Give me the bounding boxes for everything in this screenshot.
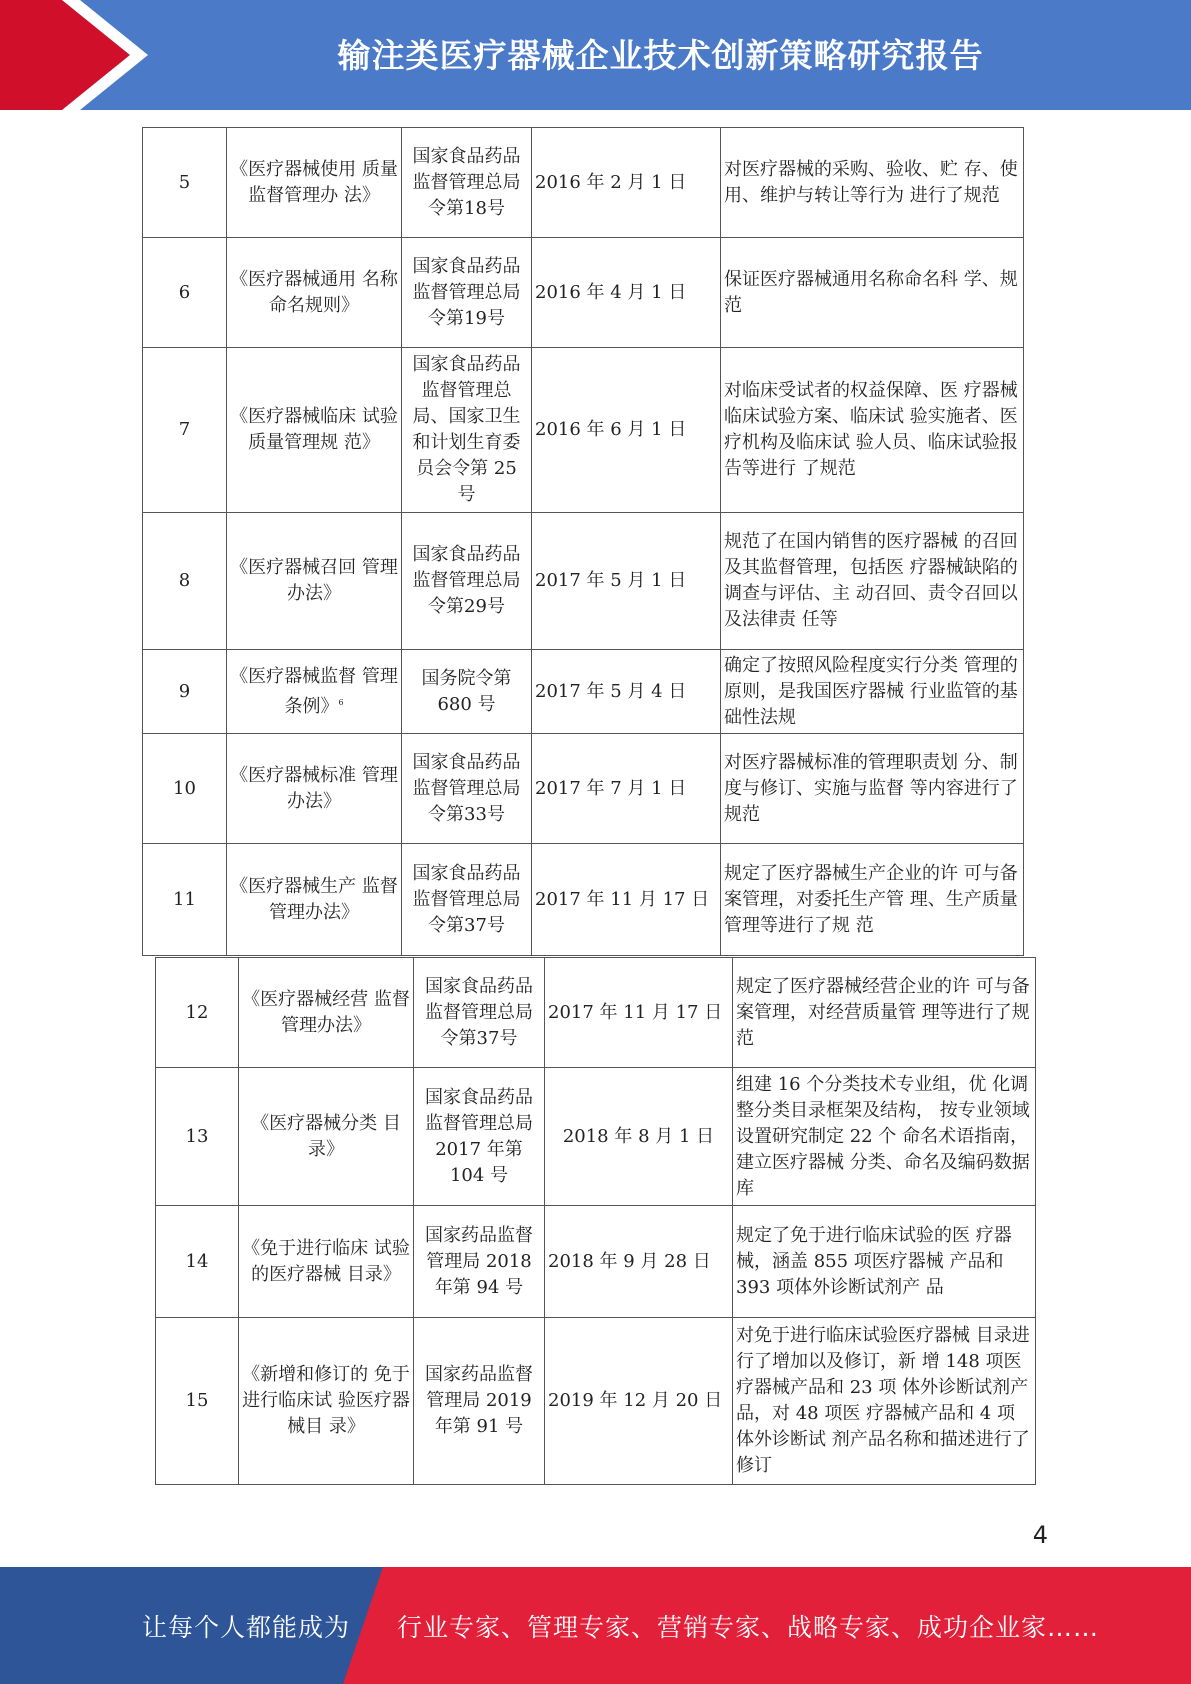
effective-date: 2016 年 6 月 1 日 — [532, 348, 721, 513]
table-row — [156, 1206, 1036, 1318]
effective-date: 2016 年 4 月 1 日 — [532, 238, 721, 348]
row-number: 5 — [143, 128, 227, 238]
table-row — [143, 734, 1024, 844]
effective-date: 2017 年 5 月 4 日 — [532, 650, 721, 734]
regulation-name: 《医疗器械使用 质量监督管理办 法》 — [227, 128, 402, 238]
issuing-order: 国家食品药品监督管理总局令第33号 — [402, 734, 532, 844]
regulation-content: 对临床受试者的权益保障、医 疗器械临床试验方案、临床试 验实施者、医疗机构及临床试 验人员、临床试验报告等进行 了规范 — [721, 348, 1024, 513]
issuing-order: 国家食品药品监督管理总局令第19号 — [402, 238, 532, 348]
footer-slogan-right: 行业专家、管理专家、营销专家、战略专家、成功企业家…… — [397, 1613, 1100, 1642]
regulation-content: 规定了医疗器械经营企业的许 可与备案管理，对经营质量管 理等进行了规范 — [733, 958, 1036, 1068]
issuing-order: 国家食品药品监督管理总局令第29号 — [402, 513, 532, 650]
row-number: 13 — [156, 1068, 239, 1206]
regulation-content: 对免于进行临床试验医疗器械 目录进行了增加以及修订，新 增 148 项医疗器械产品和 23 项 体外诊断试剂产品，对 48 项医 疗器械产品和 4 项体外诊断试 剂产品名称和描述进行了修订 — [733, 1318, 1036, 1485]
row-number: 12 — [156, 958, 239, 1068]
table-row — [156, 1068, 1036, 1206]
regulation-name: 《医疗器械分类 目录》 — [239, 1068, 414, 1206]
page-footer — [0, 1567, 1191, 1684]
regulation-name: 《医疗器械临床 试验质量管理规 范》 — [227, 348, 402, 513]
effective-date: 2017 年 11 月 17 日 — [532, 844, 721, 956]
regulation-name: 《免于进行临床 试验的医疗器械 目录》 — [239, 1206, 414, 1318]
regulation-name: 《医疗器械标准 管理办法》 — [227, 734, 402, 844]
regulation-content: 规范了在国内销售的医疗器械 的召回及其监督管理，包括医 疗器械缺陷的调查与评估、主 动召回、责令召回以及法律责 任等 — [721, 513, 1024, 650]
issuing-order: 国家食品药品监督管理总局 2017 年第 104 号 — [414, 1068, 545, 1206]
regulation-content: 规定了医疗器械生产企业的许 可与备案管理，对委托生产管 理、生产质量管理等进行了规 范 — [721, 844, 1024, 956]
table-row — [143, 844, 1024, 956]
regulation-table-part-1 — [142, 127, 1024, 956]
regulation-content: 规定了免于进行临床试验的医 疗器械，涵盖 855 项医疗器械 产品和 393 项体外诊断试剂产 品 — [733, 1206, 1036, 1318]
footnote-mark: 6 — [338, 697, 344, 707]
issuing-order: 国家药品监督管理局 2018 年第 94 号 — [414, 1206, 545, 1318]
table-row — [156, 1318, 1036, 1485]
regulation-name: 《医疗器械经营 监督管理办法》 — [239, 958, 414, 1068]
effective-date: 2017 年 11 月 17 日 — [545, 958, 733, 1068]
issuing-order: 国家食品药品监督管理总局令第18号 — [402, 128, 532, 238]
regulation-content: 对医疗器械的采购、验收、贮 存、使用、维护与转让等行为 进行了规范 — [721, 128, 1024, 238]
row-number: 7 — [143, 348, 227, 513]
regulation-content: 对医疗器械标准的管理职责划 分、制度与修订、实施与监督 等内容进行了规范 — [721, 734, 1024, 844]
regulation-name: 《医疗器械监督 管理条例》$^6$ — [227, 650, 402, 734]
issuing-order: 国家药品监督管理局 2019 年第 91 号 — [414, 1318, 545, 1485]
table-row — [143, 128, 1024, 238]
effective-date: 2017 年 5 月 1 日 — [532, 513, 721, 650]
regulation-name: 《医疗器械生产 监督管理办法》 — [227, 844, 402, 956]
effective-date: 2018 年 9 月 28 日 — [545, 1206, 733, 1318]
row-number: 14 — [156, 1206, 239, 1318]
effective-date: 2018 年 8 月 1 日 — [545, 1068, 733, 1206]
effective-date: 2017 年 7 月 1 日 — [532, 734, 721, 844]
regulation-content: 组建 16 个分类技术专业组，优 化调整分类目录框架及结构， 按专业领域设置研究制定 22 个 命名术语指南，建立医疗器械 分类、命名及编码数据库 — [733, 1068, 1036, 1206]
row-number: 10 — [143, 734, 227, 844]
table-row — [143, 650, 1024, 734]
page-number: 4 — [1032, 1521, 1048, 1549]
row-number: 15 — [156, 1318, 239, 1485]
row-number: 9 — [143, 650, 227, 734]
table-row — [143, 348, 1024, 513]
report-title: 输注类医疗器械企业技术创新策略研究报告 — [337, 36, 984, 75]
issuing-order: 国家食品药品监督管理总局令第37号 — [402, 844, 532, 956]
issuing-order: 国家食品药品监督管理总局令第37号 — [414, 958, 545, 1068]
regulation-name: 《新增和修订的 免于进行临床试 验医疗器械目 录》 — [239, 1318, 414, 1485]
issuing-order: 国务院令第 680 号 — [402, 650, 532, 734]
regulation-content: 保证医疗器械通用名称命名科 学、规范 — [721, 238, 1024, 348]
page-header — [0, 0, 1191, 110]
effective-date: 2016 年 2 月 1 日 — [532, 128, 721, 238]
regulation-content: 确定了按照风险程度实行分类 管理的原则，是我国医疗器械 行业监管的基础性法规 — [721, 650, 1024, 734]
row-number: 8 — [143, 513, 227, 650]
row-number: 11 — [143, 844, 227, 956]
regulation-name: 《医疗器械通用 名称命名规则》 — [227, 238, 402, 348]
table-row — [156, 958, 1036, 1068]
issuing-order: 国家食品药品监督管理总局、国家卫生和计划生育委员会令第 25 号 — [402, 348, 532, 513]
regulation-table-part-2 — [155, 957, 1036, 1485]
footer-slogan-left: 让每个人都能成为 — [142, 1613, 351, 1642]
regulation-name: 《医疗器械召回 管理办法》 — [227, 513, 402, 650]
row-number: 6 — [143, 238, 227, 348]
table-row — [143, 513, 1024, 650]
table-row — [143, 238, 1024, 348]
effective-date: 2019 年 12 月 20 日 — [545, 1318, 733, 1485]
